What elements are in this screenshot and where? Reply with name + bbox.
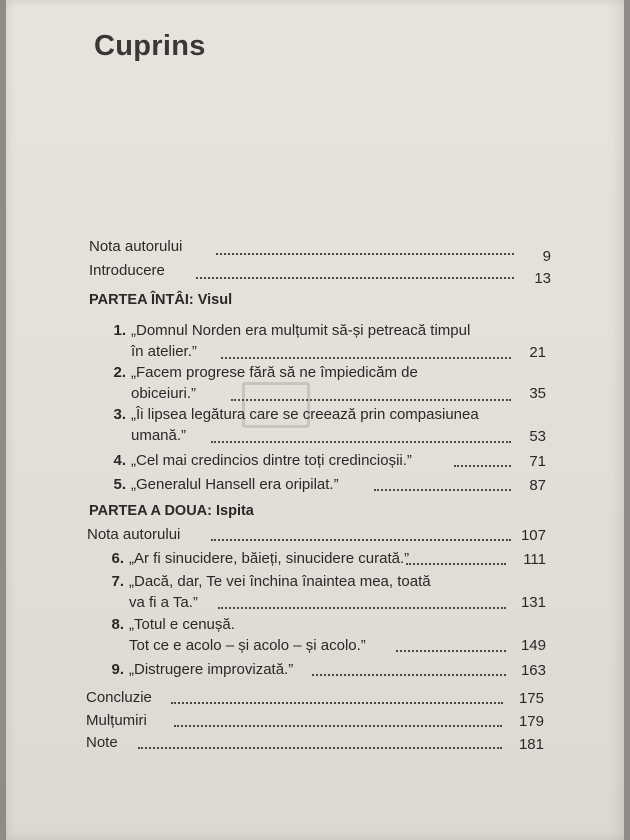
leader-dots [216,253,514,255]
leader-dots [374,489,511,491]
chapter-title-line1: „Dacă, dar, Te vei închina înaintea mea, toată [129,573,431,590]
chapter-title-line2: Tot ce e acolo – și acolo – și acolo.” [129,637,366,654]
toc-entry-label: Introducere [89,262,165,279]
leader-dots [196,277,514,279]
toc-page-number: 131 [520,594,546,611]
toc-page-number: 175 [518,690,544,707]
leader-dots [396,650,506,652]
chapter-title-line1: „Ar fi sinucidere, băieți, sinucidere curată.” [129,550,410,567]
leader-dots [171,702,503,704]
toc-page-number: 181 [518,736,544,753]
toc-page-number: 9 [542,248,551,265]
chapter-number: 5. [113,476,126,493]
chapter-number: 8. [111,616,124,633]
chapter-number: 2. [113,364,126,381]
chapter-title-line1: „Facem progrese fără să ne împiedicăm de [131,364,418,381]
toc-page-number: 111 [523,551,546,568]
chapter-title-line1: „Cel mai credincios dintre toți credincioșii.” [131,452,412,469]
leader-dots [231,399,511,401]
toc-page-number: 179 [518,713,544,730]
chapter-title-line1: „Îi lipsea legătura care se creează prin compasiunea [131,406,479,423]
toc-entry-label: Note [86,734,118,751]
toc-page-number: 163 [520,662,546,679]
leader-dots [211,441,511,443]
leader-dots [174,725,502,727]
chapter-title-line1: „Totul e cenușă. [129,616,235,633]
book-page [6,0,624,840]
toc-page-number: 35 [529,385,546,402]
chapter-title-line2: va fi a Ta.” [129,594,198,611]
toc-entry-label: Mulțumiri [86,712,147,729]
leader-dots [406,563,506,565]
chapter-number: 9. [111,661,124,678]
chapter-title-line1: „Distrugere improvizată.” [129,661,294,678]
leader-dots [312,674,506,676]
chapter-title-line2: umană.” [131,427,187,444]
chapter-number: 3. [113,406,126,423]
toc-page-number: 149 [520,637,546,654]
part-heading-1: PARTEA ÎNTÂI: Visul [89,292,233,308]
leader-dots [221,357,511,359]
toc-entry-label: Nota autorului [89,238,183,255]
leader-dots [454,465,511,467]
chapter-number: 1. [113,322,126,339]
toc-entry-label: Nota autorului [87,526,181,543]
chapter-title-line2: în atelier.” [131,343,197,360]
toc-page-number: 53 [529,428,546,445]
toc-page-number: 13 [534,270,551,287]
page-title: Cuprins [94,30,206,62]
chapter-title-line1: „Domnul Norden era mulțumit să-și petreacă timpul [131,322,471,339]
leader-dots [218,607,506,609]
chapter-title-line1: „Generalul Hansell era oripilat.” [131,476,339,493]
toc-page-number: 107 [520,527,546,544]
part-heading-2: PARTEA A DOUA: Ispita [89,503,254,519]
chapter-title-line2: obiceiuri.” [131,385,197,402]
chapter-number: 4. [113,452,126,469]
chapter-number: 6. [111,550,124,567]
toc-page-number: 71 [529,453,546,470]
leader-dots [211,539,511,541]
leader-dots [138,747,502,749]
toc-page-number: 21 [529,344,546,361]
chapter-number: 7. [111,573,124,590]
toc-page-number: 87 [529,477,546,494]
toc-entry-label: Concluzie [86,689,152,706]
